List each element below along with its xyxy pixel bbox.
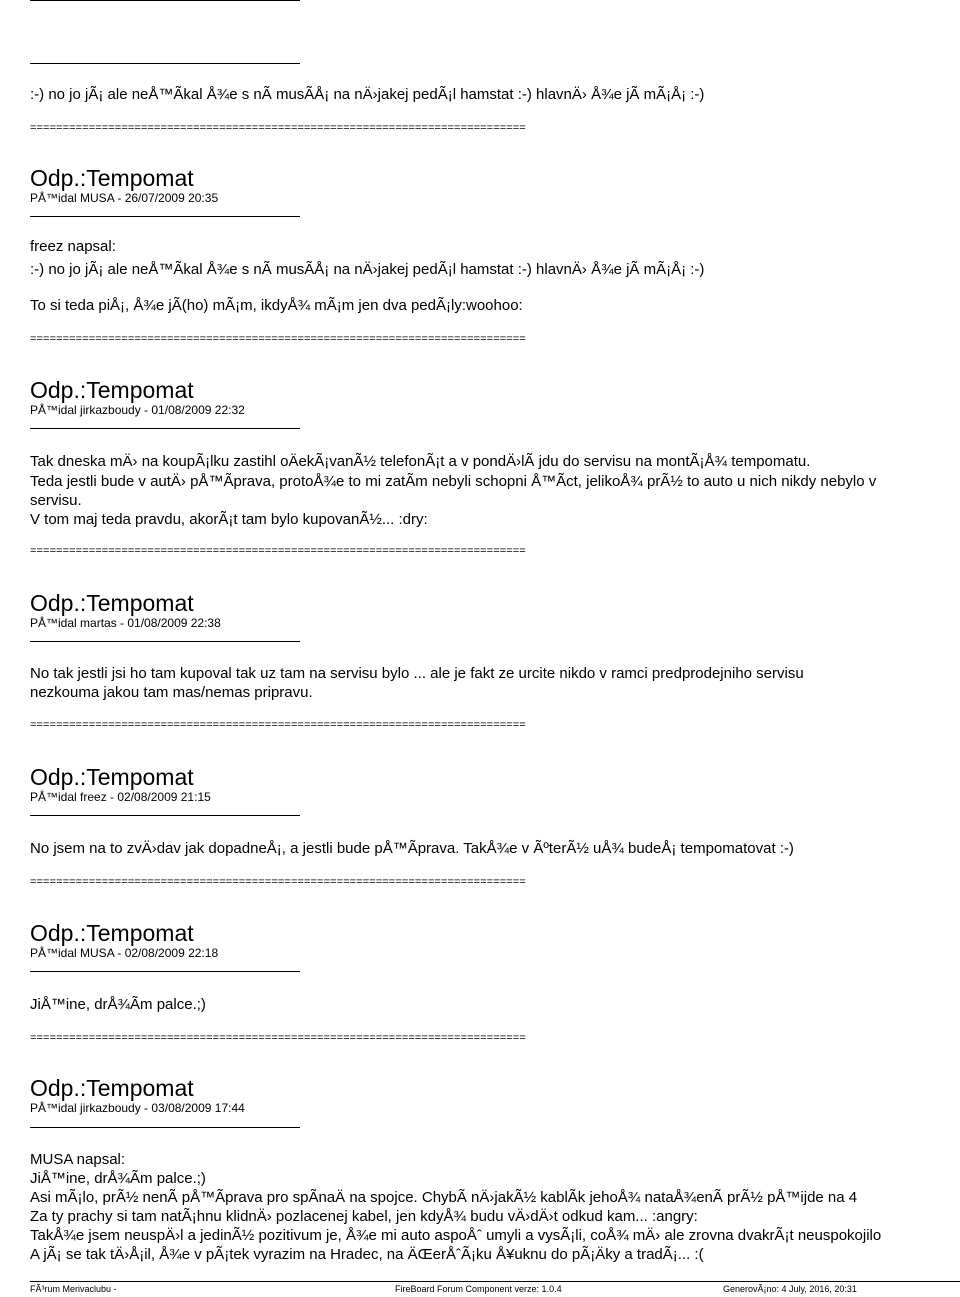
post-line: Za ty prachy si tam natÃ¡hnu klidnÄ› pozlacenej kabel, jen kdyÅ¾ budu vÄ›dÄ›t odkud kam... :angry: xyxy=(30,1208,698,1225)
post-line: JiÅ™ine, drÅ¾Ãm palce.;) xyxy=(30,996,206,1013)
post-meta: PÅ™idal MUSA - 02/08/2009 22:18 xyxy=(30,946,219,960)
post-meta: PÅ™idal jirkazboudy - 03/08/2009 17:44 xyxy=(30,1101,245,1115)
separator: ============================================================================ xyxy=(30,719,526,731)
post-title: Odp.:Tempomat xyxy=(30,590,194,616)
rule xyxy=(30,428,300,429)
footer-generated: GenerovÃ¡no: 4 July, 2016, 20:31 xyxy=(723,1284,857,1294)
post-line: Asi mÃ¡lo, prÃ½ nenÃ pÅ™Ãprava pro spÃnaÄ na spojce. ChybÃ nÄ›jakÃ½ kablÃk jehoÅ¾ nataÅ¾enÃ prÃ½ pÅ™ijde na 4 xyxy=(30,1189,858,1206)
post-meta: PÅ™idal martas - 01/08/2009 22:38 xyxy=(30,616,221,630)
footer-rule xyxy=(30,1281,960,1282)
rule xyxy=(30,63,300,64)
separator: ============================================================================ xyxy=(30,122,526,134)
post-line: freez napsal: xyxy=(30,238,116,255)
post-line: TakÅ¾e jsem neuspÄ›l a jedinÃ½ pozitivum je, Å¾e mi auto aspoÅˆ umyli a vysÃ¡li, coÅ¾ mÄ› ale zrovna dvakrÃ¡t neuspokojilo xyxy=(30,1227,882,1244)
post-title: Odp.:Tempomat xyxy=(30,920,194,946)
rule xyxy=(30,641,300,642)
post-line: JiÅ™ine, drÅ¾Ãm palce.;) xyxy=(30,1170,206,1187)
post-title: Odp.:Tempomat xyxy=(30,165,194,191)
footer-component: FireBoard Forum Component verze: 1.0.4 xyxy=(395,1284,562,1294)
post-title: Odp.:Tempomat xyxy=(30,377,194,403)
post-line: servisu. xyxy=(30,492,82,509)
post-line: Teda jestli bude v autÄ› pÅ™Ãprava, protoÅ¾e to mi zatÃm nebyli schopni Å™Ãct, jelikoÅ¾ prÃ½ to auto u nich nikdy nebylo v xyxy=(30,473,877,490)
post-meta: PÅ™idal jirkazboudy - 01/08/2009 22:32 xyxy=(30,403,245,417)
rule xyxy=(30,1127,300,1128)
separator: ============================================================================ xyxy=(30,876,526,888)
post-line: A jÃ¡ se tak tÄ›Å¡il, Å¾e v pÃ¡tek vyrazim na Hradec, na ÄŒerÅˆÃ¡ku Å¥uknu do pÃ¡Äky a tradÃ¡... :( xyxy=(30,1246,704,1263)
post-line: V tom maj teda pravdu, akorÃ¡t tam bylo kupovanÃ½... :dry: xyxy=(30,511,428,528)
separator: ============================================================================ xyxy=(30,1032,526,1044)
post-title: Odp.:Tempomat xyxy=(30,764,194,790)
post-line: nezkouma jakou tam mas/nemas pripravu. xyxy=(30,684,313,701)
post-meta: PÅ™idal MUSA - 26/07/2009 20:35 xyxy=(30,191,219,205)
post-line: Tak dneska mÄ› na koupÃ¡lku zastihl oÄekÃ¡vanÃ½ telefonÃ¡t a v pondÄ›lÃ jdu do servisu na montÃ¡Å¾ tempomatu. xyxy=(30,453,811,470)
rule xyxy=(30,971,300,972)
post-line: To si teda piÅ¡, Å¾e jÃ(ho) mÃ¡m, ikdyÅ¾ mÃ¡m jen dva pedÃ¡ly:woohoo: xyxy=(30,297,523,314)
top-rule xyxy=(30,0,300,1)
intro-text: :-) no jo jÃ¡ ale neÅ™Ãkal Å¾e s nÃ musÃÅ¡ na nÄ›jakej pedÃ¡l hamstat :-) hlavnÄ› Å¾e jÃ mÃ¡Å¡ :-) xyxy=(30,86,705,103)
post-line: :-) no jo jÃ¡ ale neÅ™Ãkal Å¾e s nÃ musÃÅ¡ na nÄ›jakej pedÃ¡l hamstat :-) hlavnÄ› Å¾e jÃ mÃ¡Å¡ :-) xyxy=(30,261,705,278)
post-title: Odp.:Tempomat xyxy=(30,1075,194,1101)
separator: ============================================================================ xyxy=(30,333,526,345)
rule xyxy=(30,815,300,816)
post-line: MUSA napsal: xyxy=(30,1151,126,1168)
post-meta: PÅ™idal freez - 02/08/2009 21:15 xyxy=(30,790,211,804)
post-line: No jsem na to zvÄ›dav jak dopadneÅ¡, a jestli bude pÅ™Ãprava. TakÅ¾e v ÃºterÃ½ uÅ¾ budeÅ¡ tempomatovat :-) xyxy=(30,840,794,857)
rule xyxy=(30,216,300,217)
separator: ============================================================================ xyxy=(30,545,526,557)
post-line: No tak jestli jsi ho tam kupoval tak uz tam na servisu bylo ... ale je fakt ze urcite nikdo v ramci predprodejniho servisu xyxy=(30,665,804,682)
footer-site-name: FÃ³rum Merivaclubu - xyxy=(30,1284,117,1294)
